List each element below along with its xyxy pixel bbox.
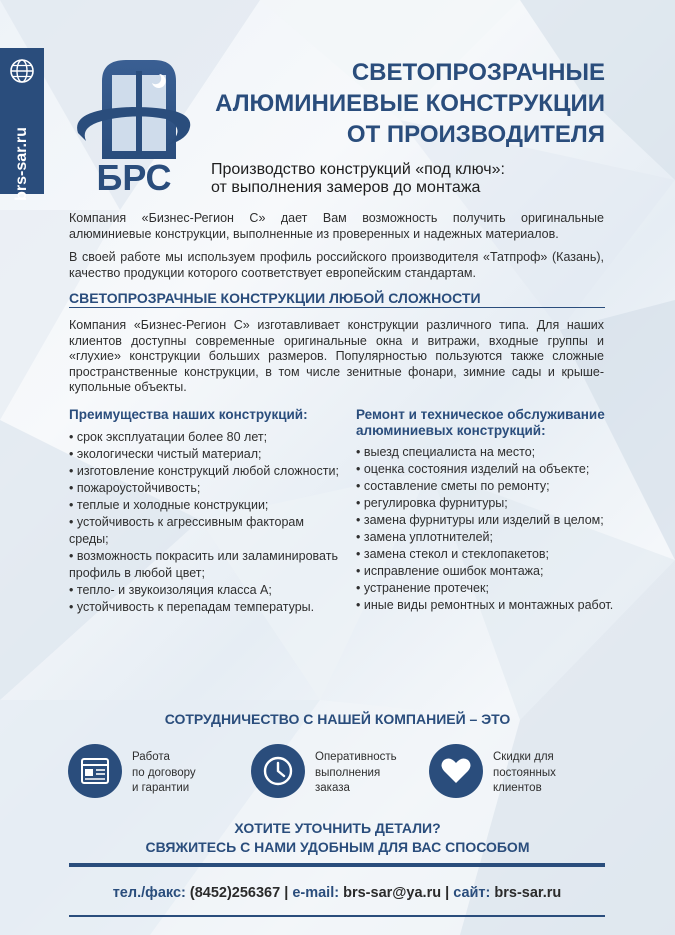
feature-line: и гарантии bbox=[132, 782, 190, 794]
contacts-top-divider bbox=[69, 863, 605, 867]
email-label: e-mail: bbox=[292, 885, 340, 901]
page-title bbox=[185, 57, 605, 150]
list-item: • тепло- и звукоизоляция класса А; bbox=[69, 582, 339, 599]
section-heading: СВЕТОПРОЗРАЧНЫЕ КОНСТРУКЦИИ ЛЮБОЙ СЛОЖНОСТИ bbox=[69, 290, 481, 306]
feature-line: выполнения bbox=[315, 766, 381, 779]
list-item: • возможность покрасить или заламинировать профиль в любой цвет; bbox=[69, 548, 339, 582]
feature-line: постоянных bbox=[493, 766, 556, 779]
list-item: • оценка состояния изделий на объекте; bbox=[356, 461, 616, 478]
feature-line: Скидки для bbox=[493, 751, 554, 763]
subtitle-line: Производство конструкций «под ключ»: bbox=[211, 161, 505, 178]
subtitle bbox=[211, 161, 611, 197]
phone-label: тел./факс: bbox=[112, 885, 186, 901]
list-item: • замена стекол и стеклопакетов; bbox=[356, 546, 616, 563]
contacts-bottom-divider bbox=[69, 915, 605, 917]
title-line: СВЕТОПРОЗРАЧНЫЕ bbox=[351, 59, 605, 86]
section-divider bbox=[69, 307, 605, 308]
list-item: • выезд специалиста на место; bbox=[356, 444, 616, 461]
service-heading: Ремонт и техническое обслуживание алюминиевых конструкций: bbox=[356, 407, 605, 438]
list-item: • экологически чистый материал; bbox=[69, 446, 339, 463]
list-item: • теплые и холодные конструкции; bbox=[69, 497, 339, 514]
feature-line: Оперативность bbox=[315, 751, 397, 763]
list-item: • устойчивость к перепадам температуры. bbox=[69, 599, 339, 616]
intro-paragraph: В своей работе мы используем профиль российского производителя «Татпроф» (Казань), качество продукции которого соответствует европейским стандартам. bbox=[69, 250, 604, 280]
globe-icon bbox=[9, 58, 35, 84]
document-icon bbox=[68, 744, 122, 798]
contacts-bar bbox=[69, 885, 605, 901]
separator: | bbox=[445, 885, 450, 901]
sidebar-site-link[interactable]: brs-sar.ru bbox=[13, 127, 30, 201]
service-column bbox=[356, 407, 616, 614]
heart-icon bbox=[429, 744, 483, 798]
list-item: • срок эксплуатации более 80 лет; bbox=[69, 429, 339, 446]
intro-paragraph: Компания «Бизнес-Регион С» дает Вам возможность получить оригинальные алюминиевые конструкции, выполненные из проверенных и надежных материалов. bbox=[69, 211, 604, 241]
clock-icon bbox=[251, 744, 305, 798]
list-item: • исправление ошибок монтажа; bbox=[356, 563, 616, 580]
feature-line: клиентов bbox=[493, 782, 542, 794]
cta-line: ХОТИТЕ УТОЧНИТЬ ДЕТАЛИ? bbox=[234, 820, 441, 836]
cooperation-heading: СОТРУДНИЧЕСТВО С НАШЕЙ КОМПАНИЕЙ – ЭТО bbox=[164, 711, 511, 727]
site-link[interactable]: brs-sar.ru bbox=[494, 885, 562, 901]
logo-text: БРС bbox=[96, 157, 172, 195]
list-item: • устойчивость к агрессивным факторам среды; bbox=[69, 514, 339, 548]
feature-speed bbox=[251, 744, 441, 798]
list-item: • замена фурнитуры или изделий в целом; bbox=[356, 512, 616, 529]
list-item: • устранение протечек; bbox=[356, 580, 616, 597]
feature-text bbox=[132, 750, 252, 797]
feature-line: заказа bbox=[315, 782, 350, 794]
list-item: • иные виды ремонтных и монтажных работ. bbox=[356, 597, 616, 614]
feature-discounts bbox=[429, 744, 609, 798]
feature-line: Работа bbox=[132, 751, 170, 763]
subtitle-line: от выполнения замеров до монтажа bbox=[211, 179, 481, 196]
title-line: ОТ ПРОИЗВОДИТЕЛЯ bbox=[346, 121, 605, 148]
list-item: • составление сметы по ремонту; bbox=[356, 478, 616, 495]
list-item: • пожароустойчивость; bbox=[69, 480, 339, 497]
feature-text bbox=[493, 750, 613, 797]
site-sidebar bbox=[0, 48, 44, 201]
list-item: • замена уплотнителей; bbox=[356, 529, 616, 546]
email-link[interactable]: brs-sar@ya.ru bbox=[343, 885, 442, 901]
feature-text bbox=[315, 750, 435, 797]
site-label: сайт: bbox=[453, 885, 491, 901]
section-paragraph: Компания «Бизнес-Регион С» изготавливает конструкции различного типа. Для наших клиентов доступны современные оригинальные окна и витражи, входные группы и «глухие» конструкции больших размеров. Популярностью пользуются также сложные пространственные конструкции, в том числе зенитные фонари, зимние сады и крыше-купольные объекты. bbox=[69, 318, 604, 394]
advantages-column bbox=[69, 407, 339, 616]
feature-line: по договору bbox=[132, 766, 196, 779]
cta-line: СВЯЖИТЕСЬ С НАМИ УДОБНЫМ ДЛЯ ВАС СПОСОБОМ bbox=[145, 839, 530, 855]
phone-value[interactable]: (8452)256367 bbox=[189, 885, 281, 901]
feature-contract bbox=[68, 744, 258, 798]
separator: | bbox=[284, 885, 289, 901]
list-item: • регулировка фурнитуры; bbox=[356, 495, 616, 512]
advantages-heading: Преимущества наших конструкций: bbox=[69, 407, 308, 422]
list-item: • изготовление конструкций любой сложности; bbox=[69, 463, 339, 480]
title-line: АЛЮМИНИЕВЫЕ КОНСТРУКЦИИ bbox=[215, 90, 605, 117]
company-logo bbox=[72, 55, 196, 195]
